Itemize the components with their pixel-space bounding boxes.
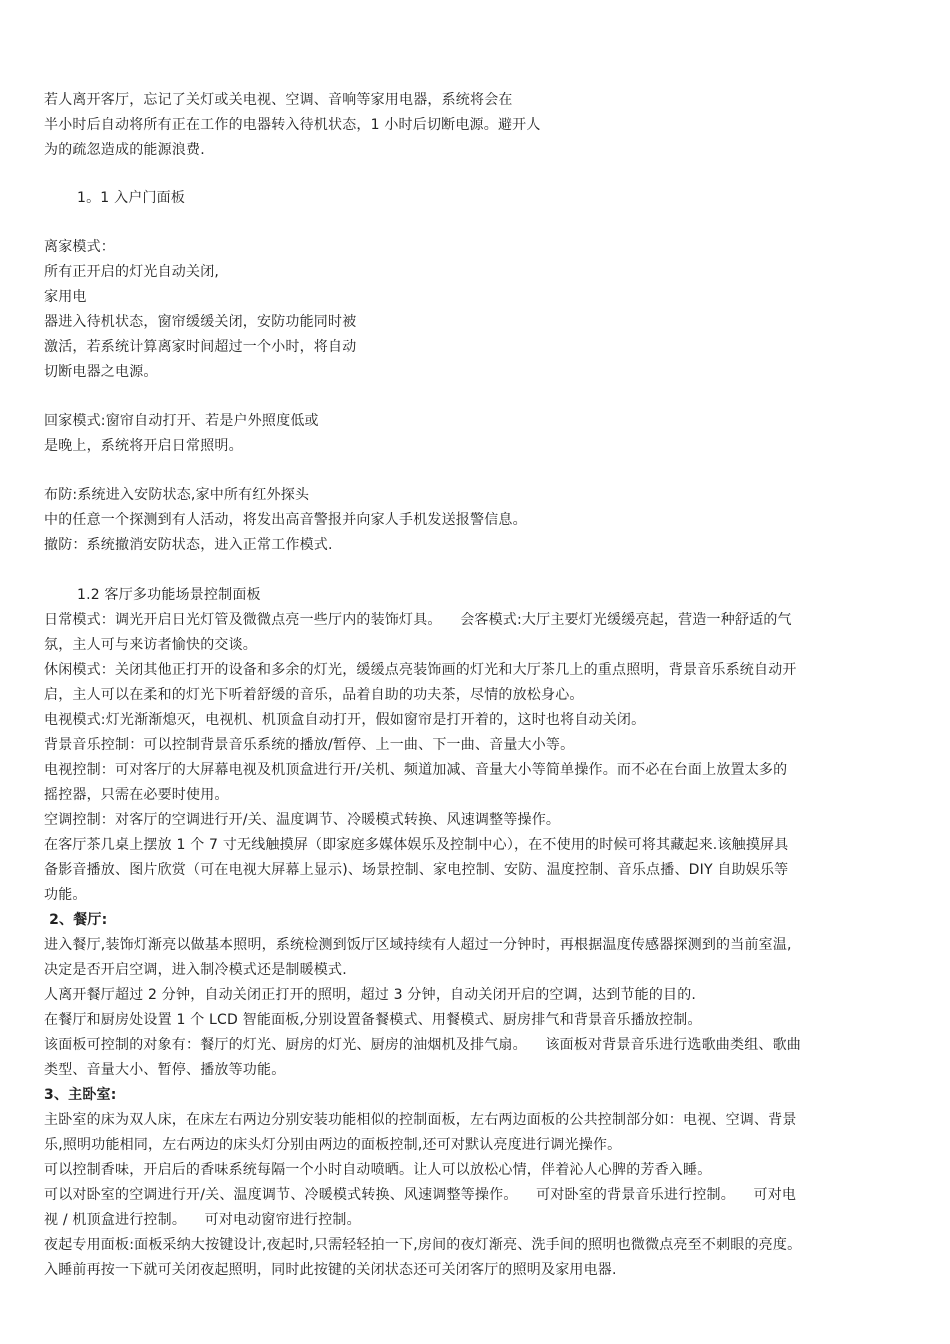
text-line: 所有正开启的灯光自动关闭,	[44, 264, 220, 280]
text-line: 功能。	[44, 887, 87, 903]
text-line: 半小时后自动将所有正在工作的电器转入待机状态，1 小时后切断电源。避开人	[44, 117, 541, 133]
text-line: 可以对卧室的空调进行开/关、温度调节、冷暖模式转换、风速调整等操作。 可对卧室的背景音乐进行控制。 可对电	[44, 1187, 797, 1203]
text-line: 撤防：系统撤消安防状态，进入正常工作模式.	[44, 537, 333, 553]
text-line: 回家模式:窗帘自动打开、若是户外照度低或	[44, 413, 319, 429]
text-line: 在餐厅和厨房处设置 1 个 LCD 智能面板,分别设置备餐模式、用餐模式、厨房排气和背景音乐播放控制。	[44, 1012, 702, 1028]
text-line: 可以控制香味，开启后的香味系统每隔一个小时自动喷晒。让人可以放松心情，伴着沁人心脾的芳香入睡。	[44, 1162, 712, 1178]
text-line: 是晚上，系统将开启日常照明。	[44, 438, 243, 454]
section-heading: 3、主卧室:	[44, 1087, 117, 1103]
text-line: 激活，若系统计算离家时间超过一个小时，将自动	[44, 339, 357, 355]
text-line: 夜起专用面板:面板采纳大按键设计,夜起时,只需轻轻拍一下,房间的夜灯渐亮、洗手间的照明也微微点亮至不刺眼的亮度。	[44, 1237, 802, 1253]
text-line: 决定是否开启空调，进入制冷模式还是制暖模式.	[44, 962, 347, 978]
text-line: 在客厅茶几桌上摆放 1 个 7 寸无线触摸屏（即家庭多媒体娱乐及控制中心），在不使用的时候可将其藏起来.该触摸屏具	[44, 837, 789, 853]
text-line: 空调控制：对客厅的空调进行开/关、温度调节、冷暖模式转换、风速调整等操作。	[44, 812, 561, 828]
section-heading: 1。1 入户门面板	[77, 190, 186, 206]
text-line: 布防:系统进入安防状态,家中所有红外探头	[44, 487, 310, 503]
text-line: 电视控制：可对客厅的大屏幕电视及机顶盒进行开/关机、频道加减、音量大小等简单操作。而不必在台面上放置太多的	[44, 762, 788, 778]
text-line: 备影音播放、图片欣赏（可在电视大屏幕上显示)、场景控制、家电控制、安防、温度控制、音乐点播、DIY 自助娱乐等	[44, 862, 789, 878]
text-line: 器进入待机状态，窗帘缓缓关闭，安防功能同时被	[44, 314, 357, 330]
text-line: 离家模式：	[44, 239, 115, 255]
text-line: 人离开餐厅超过 2 分钟，自动关闭正打开的照明，超过 3 分钟，自动关闭开启的空调，达到节能的目的.	[44, 987, 697, 1003]
text-line: 类型、音量大小、暂停、播放等功能。	[44, 1062, 286, 1078]
text-line: 氛，主人可与来访者愉快的交谈。	[44, 637, 257, 653]
text-line: 主卧室的床为双人床，在床左右两边分别安装功能相似的控制面板，左右两边面板的公共控制部分如：电视、空调、背景	[44, 1112, 797, 1128]
text-line: 家用电	[44, 289, 87, 305]
text-line: 入睡前再按一下就可关闭夜起照明，同时此按键的关闭状态还可关闭客厅的照明及家用电器.	[44, 1262, 617, 1278]
section-heading: 1.2 客厅多功能场景控制面板	[77, 587, 261, 603]
text-line: 休闲模式：关闭其他正打开的设备和多余的灯光，缓缓点亮装饰画的灯光和大厅茶几上的重点照明，背景音乐系统自动开	[44, 662, 797, 678]
text-line: 启，主人可以在柔和的灯光下听着舒缓的音乐，品着自助的功夫茶，尽情的放松身心。	[44, 687, 584, 703]
text-line: 乐,照明功能相同，左右两边的床头灯分别由两边的面板控制,还可对默认亮度进行调光操作。	[44, 1137, 622, 1153]
text-line: 中的任意一个探测到有人活动，将发出高音警报并向家人手机发送报警信息。	[44, 512, 527, 528]
text-line: 摇控器，只需在必要时使用。	[44, 787, 229, 803]
text-line: 日常模式：调光开启日光灯管及微微点亮一些厅内的装饰灯具。 会客模式:大厅主要灯光缓缓亮起，营造一种舒适的气	[44, 612, 792, 628]
text-line: 视 / 机顶盒进行控制。 可对电动窗帘进行控制。	[44, 1212, 361, 1228]
text-line: 切断电器之电源。	[44, 364, 158, 380]
text-line: 为的疏忽造成的能源浪费.	[44, 142, 205, 158]
section-heading: 2、餐厅:	[44, 912, 108, 928]
text-line: 背景音乐控制：可以控制背景音乐系统的播放/暂停、上一曲、下一曲、音量大小等。	[44, 737, 575, 753]
text-line: 进入餐厅,装饰灯渐亮以做基本照明，系统检测到饭厅区域持续有人超过一分钟时，再根据温度传感器探测到的当前室温,	[44, 937, 792, 953]
text-line: 电视模式:灯光渐渐熄灭，电视机、机顶盒自动打开，假如窗帘是打开着的，这时也将自动关闭。	[44, 712, 646, 728]
text-line: 若人离开客厅，忘记了关灯或关电视、空调、音响等家用电器，系统将会在	[44, 92, 513, 108]
text-line: 该面板可控制的对象有：餐厅的灯光、厨房的灯光、厨房的油烟机及排气扇。 该面板对背景音乐进行选歌曲类组、歌曲	[44, 1037, 801, 1053]
